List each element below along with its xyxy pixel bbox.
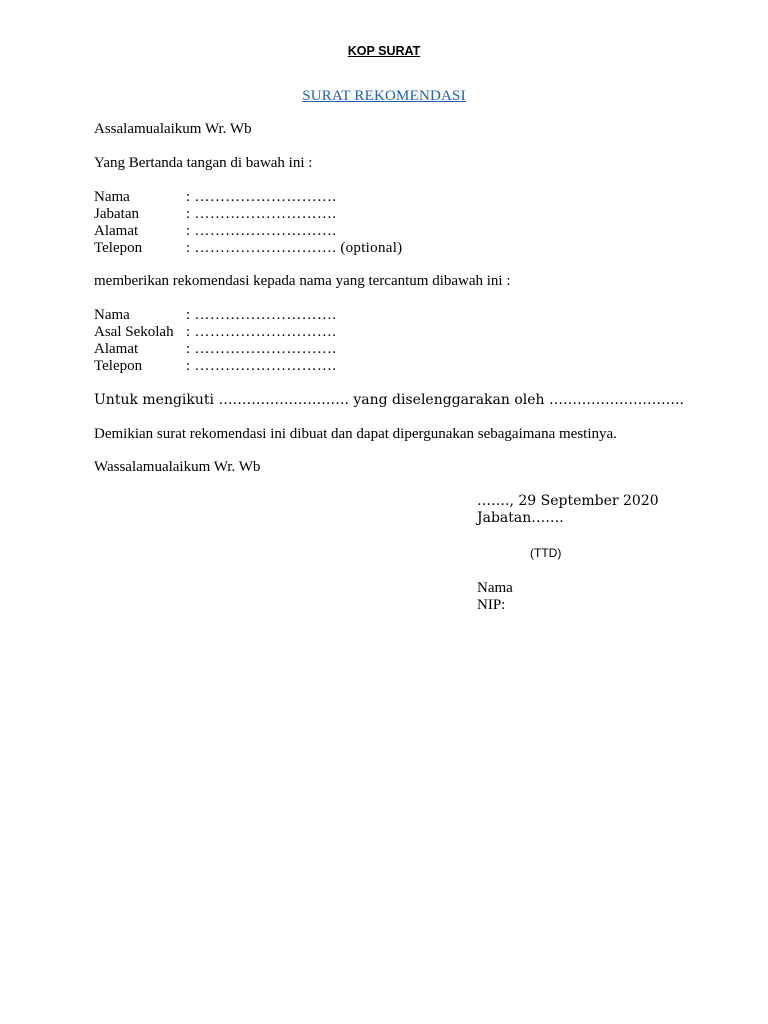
- field-label: Jabatan: [94, 206, 139, 222]
- closing-text: Demikian surat rekomendasi ini dibuat dan dapat dipergunakan sebagaimana mestinya.: [94, 426, 617, 442]
- farewell-text: Wassalamualaikum Wr. Wb: [94, 459, 261, 475]
- recommend-intro: memberikan rekomendasi kepada nama yang tercantum dibawah ini :: [94, 273, 511, 289]
- recipient-field-nama: [94, 307, 336, 324]
- signature-name: Nama: [477, 580, 513, 596]
- signer-field-nama: [94, 189, 336, 206]
- recipient-field-telepon: [94, 358, 336, 375]
- kop-surat-heading: KOP SURAT: [347, 44, 421, 58]
- signer-field-alamat: [94, 223, 336, 240]
- greeting: Assalamualaikum Wr. Wb: [94, 121, 252, 137]
- field-value: : ……………………….: [186, 358, 337, 374]
- field-value: : ……………………….: [186, 189, 337, 205]
- field-label: Nama: [94, 189, 130, 205]
- field-value: : ……………………….: [186, 223, 337, 239]
- signature-position: Jabatan…….: [477, 510, 564, 526]
- field-label: Asal Sekolah: [94, 324, 174, 340]
- field-value: : ……………………….: [186, 307, 337, 323]
- intro-text: Yang Bertanda tangan di bawah ini :: [94, 155, 313, 171]
- signature-place-date: ……., 29 September 2020: [477, 493, 659, 509]
- signature-nip: NIP:: [477, 597, 506, 613]
- field-label: Nama: [94, 307, 130, 323]
- field-label: Alamat: [94, 223, 139, 239]
- purpose-text: Untuk mengikuti ………………………. yang diselenggarakan oleh ………………………..: [94, 392, 684, 408]
- field-value: : ………………………. (optional): [186, 240, 403, 256]
- signature-ttd-placeholder: (TTD): [530, 546, 562, 560]
- field-value: : ……………………….: [186, 206, 337, 222]
- recipient-field-asal-sekolah: [94, 324, 336, 341]
- field-label: Telepon: [94, 358, 143, 374]
- field-value: : ……………………….: [186, 341, 337, 357]
- field-value: : ……………………….: [186, 324, 337, 340]
- recipient-field-alamat: [94, 341, 336, 358]
- signer-field-jabatan: [94, 206, 336, 223]
- signer-field-telepon: [94, 240, 402, 257]
- letter-title: SURAT REKOMENDASI: [302, 88, 466, 104]
- field-label: Alamat: [94, 341, 139, 357]
- field-label: Telepon: [94, 240, 143, 256]
